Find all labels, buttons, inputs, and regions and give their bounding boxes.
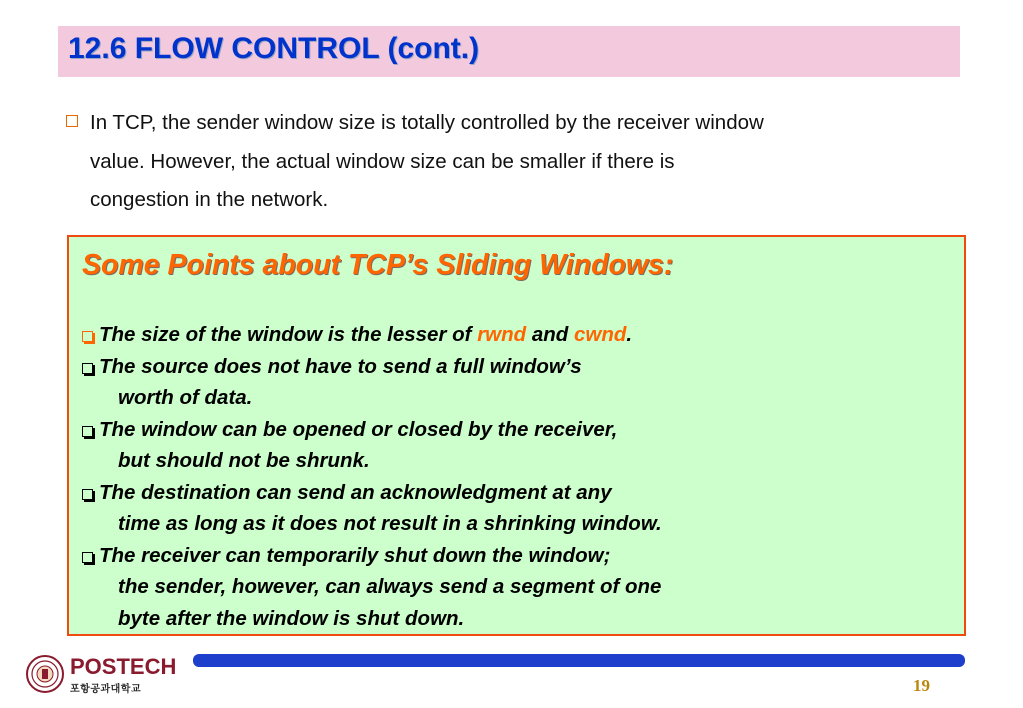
point-4 — [82, 477, 952, 509]
intro-line-3: congestion in the network. — [90, 188, 329, 211]
point-3 — [82, 414, 952, 446]
point-3-line-1: The window can be opened or closed by the receiver, — [99, 417, 618, 441]
points-list — [82, 319, 952, 634]
box-heading: Some Points about TCP’s Sliding Windows: — [82, 249, 674, 281]
checkbox-bullet-icon — [82, 489, 93, 500]
intro-line-2: value. However, the actual window size can be smaller if there is — [90, 149, 675, 173]
cwnd-term: cwnd — [574, 323, 627, 346]
sliding-window-points-box — [67, 235, 966, 636]
point-2-line-2: worth of data. — [118, 386, 253, 409]
checkbox-bullet-icon — [82, 331, 93, 342]
point-5-line-3: byte after the window is shut down. — [118, 606, 465, 630]
logo-name: POSTECH — [70, 654, 177, 679]
logo-subtitle: 포항공과대학교 — [70, 684, 142, 695]
point-2 — [82, 351, 952, 383]
point-5-line-2: the sender, however, can always send a segment of one — [118, 575, 662, 598]
point-1-text-pre: The size of the window is the lesser of — [99, 323, 478, 346]
point-1-text-post: . — [626, 323, 633, 346]
point-4-line-2: time as long as it does not result in a shrinking window. — [118, 512, 662, 535]
checkbox-bullet-icon — [82, 363, 93, 374]
postech-logo — [26, 655, 176, 697]
point-4-line-1: The destination can send an acknowledgment at any — [99, 480, 612, 504]
point-1 — [82, 319, 952, 351]
title-bar — [58, 26, 960, 77]
square-bullet-icon — [66, 115, 78, 127]
checkbox-bullet-icon — [82, 426, 93, 437]
postech-seal-icon — [26, 655, 64, 693]
point-1-text-mid: and — [526, 323, 574, 346]
page-number: 19 — [913, 676, 930, 695]
intro-paragraph — [66, 104, 966, 220]
footer-bar — [193, 654, 965, 667]
point-5 — [82, 540, 952, 572]
intro-line-1: In TCP, the sender window size is totally controlled by the receiver window — [90, 111, 764, 134]
rwnd-term: rwnd — [477, 323, 527, 346]
point-3-line-2: but should not be shrunk. — [118, 449, 370, 472]
point-5-line-1: The receiver can temporarily shut down the window; — [99, 543, 611, 567]
checkbox-bullet-icon — [82, 552, 93, 563]
point-2-line-1: The source does not have to send a full window’s — [99, 354, 582, 378]
slide-title: 12.6 FLOW CONTROL (cont.) — [68, 32, 480, 65]
